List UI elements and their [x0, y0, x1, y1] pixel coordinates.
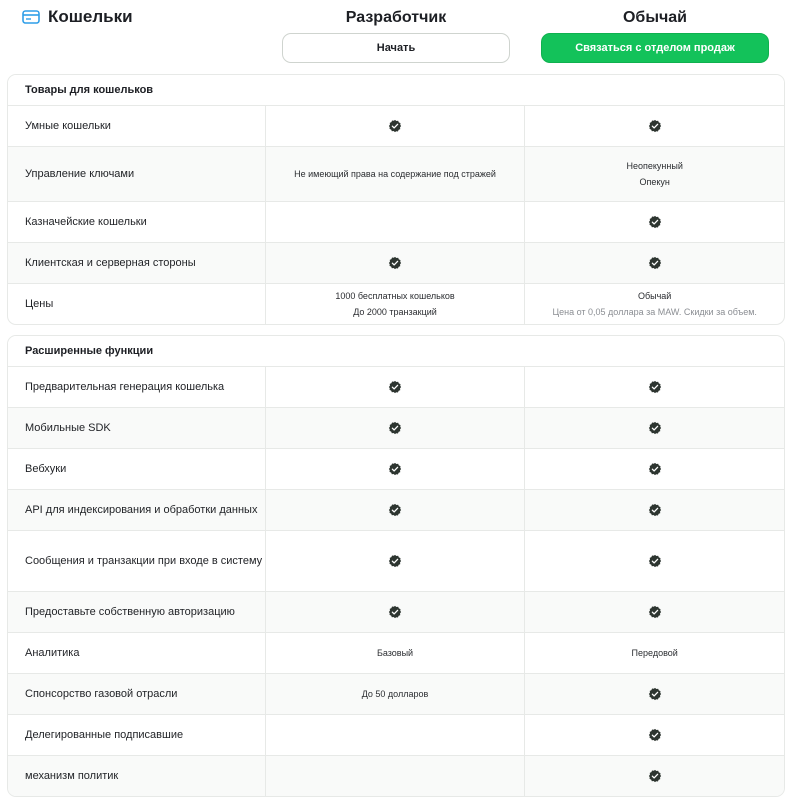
cell-text-line: Опекун — [639, 177, 670, 187]
feature-label-text: Цены — [25, 297, 54, 310]
developer-value-cell — [266, 674, 526, 714]
cell-text-line: Обычай — [637, 291, 672, 301]
custom-value-cell — [525, 592, 784, 632]
feature-label — [8, 756, 266, 796]
developer-value-cell — [266, 243, 526, 283]
feature-label-text: Клиентская и серверная стороны — [25, 256, 196, 269]
developer-value-cell — [266, 449, 526, 489]
developer-value-cell — [266, 147, 526, 201]
cell-text-line: Базовый — [376, 648, 414, 658]
table-row — [8, 449, 784, 490]
section-rows — [8, 106, 784, 324]
developer-value-cell — [266, 592, 526, 632]
plan-developer-name: Разработчик — [345, 9, 447, 26]
feature-label-text: Сообщения и транзакции при входе в систему — [25, 554, 263, 567]
cell-text-line: Цена от 0,05 доллара за MAW. Скидки за объем. — [552, 307, 757, 317]
badge-check-icon — [388, 605, 402, 619]
feature-label — [8, 147, 266, 201]
cell-text-line: Передовой — [631, 648, 678, 658]
plan-custom — [541, 7, 769, 54]
badge-check-icon — [648, 256, 662, 270]
developer-value-cell — [266, 284, 526, 324]
feature-label-text: Мобильные SDK — [25, 421, 111, 434]
badge-check-icon — [648, 119, 662, 133]
custom-value-cell — [525, 531, 784, 591]
feature-label — [8, 674, 266, 714]
feature-label-text: Казначейские кошельки — [25, 215, 147, 228]
custom-value-cell — [525, 633, 784, 673]
developer-value-cell — [266, 367, 526, 407]
badge-check-icon — [648, 728, 662, 742]
cell-text-line: Неопекунный — [626, 161, 683, 171]
feature-label — [8, 243, 266, 283]
feature-label — [8, 715, 266, 755]
feature-label — [8, 592, 266, 632]
table-row — [8, 592, 784, 633]
feature-label-text: Умные кошельки — [25, 119, 111, 132]
table-row — [8, 715, 784, 756]
feature-label — [8, 202, 266, 242]
developer-value-cell — [266, 756, 526, 796]
table-row — [8, 408, 784, 449]
table-row — [8, 490, 784, 531]
custom-value-cell — [525, 490, 784, 530]
badge-check-icon — [388, 462, 402, 476]
custom-value-cell — [525, 284, 784, 324]
table-row — [8, 284, 784, 324]
table-row — [8, 367, 784, 408]
table-row — [8, 147, 784, 202]
section-title: Расширенные функции — [8, 336, 784, 367]
cell-text-line: До 50 долларов — [361, 689, 429, 699]
custom-value-cell — [525, 106, 784, 146]
badge-check-icon — [648, 215, 662, 229]
badge-check-icon — [388, 380, 402, 394]
section-wallet-products — [7, 74, 785, 325]
custom-value-cell — [525, 147, 784, 201]
feature-label-text: Предоставьте собственную авторизацию — [25, 605, 235, 618]
cell-text-line: Не имеющий права на содержание под стражей — [294, 169, 496, 179]
page-title: Кошельки — [48, 7, 133, 26]
badge-check-icon — [648, 462, 662, 476]
section-rows — [8, 367, 784, 796]
table-row — [8, 531, 784, 592]
badge-check-icon — [648, 380, 662, 394]
developer-value-cell — [266, 531, 526, 591]
badge-check-icon — [388, 503, 402, 517]
feature-label-text: Вебхуки — [25, 462, 67, 475]
feature-label — [8, 449, 266, 489]
contact-sales-button[interactable]: Связаться с отделом продаж — [541, 33, 769, 63]
table-row — [8, 106, 784, 147]
wallet-icon — [22, 10, 40, 24]
cell-text-line: 1000 бесплатных кошельков — [335, 291, 455, 301]
developer-value-cell — [266, 202, 526, 242]
brand — [22, 7, 133, 27]
developer-value-cell — [266, 633, 526, 673]
start-button[interactable]: Начать — [282, 33, 510, 63]
table-row — [8, 243, 784, 284]
badge-check-icon — [648, 769, 662, 783]
plan-developer — [282, 7, 510, 54]
badge-check-icon — [388, 421, 402, 435]
badge-check-icon — [388, 256, 402, 270]
custom-value-cell — [525, 756, 784, 796]
developer-value-cell — [266, 408, 526, 448]
feature-label-text: Аналитика — [25, 646, 80, 659]
feature-label — [8, 408, 266, 448]
table-row — [8, 674, 784, 715]
feature-label — [8, 490, 266, 530]
badge-check-icon — [648, 687, 662, 701]
custom-value-cell — [525, 674, 784, 714]
feature-label-text: Делегированные подписавшие — [25, 728, 184, 741]
feature-label-text: Предварительная генерация кошелька — [25, 380, 225, 393]
badge-check-icon — [648, 554, 662, 568]
developer-value-cell — [266, 715, 526, 755]
feature-label-text: Спонсорство газовой отрасли — [25, 687, 178, 700]
feature-label — [8, 284, 266, 324]
feature-label — [8, 531, 266, 591]
feature-label-text: API для индексирования и обработки данных — [25, 503, 258, 516]
badge-check-icon — [388, 119, 402, 133]
feature-label — [8, 106, 266, 146]
developer-value-cell — [266, 106, 526, 146]
feature-label-text: Управление ключами — [25, 167, 135, 180]
table-row — [8, 202, 784, 243]
developer-value-cell — [266, 490, 526, 530]
table-row — [8, 756, 784, 796]
feature-label — [8, 367, 266, 407]
custom-value-cell — [525, 243, 784, 283]
custom-value-cell — [525, 202, 784, 242]
section-title: Товары для кошельков — [8, 75, 784, 106]
feature-label-text: механизм политик — [25, 769, 119, 782]
comparison-header — [0, 0, 788, 74]
custom-value-cell — [525, 367, 784, 407]
custom-value-cell — [525, 449, 784, 489]
feature-label — [8, 633, 266, 673]
badge-check-icon — [388, 554, 402, 568]
badge-check-icon — [648, 605, 662, 619]
cell-text-line: До 2000 транзакций — [353, 307, 437, 317]
custom-value-cell — [525, 408, 784, 448]
table-row — [8, 633, 784, 674]
badge-check-icon — [648, 503, 662, 517]
plan-custom-name: Обычай — [622, 9, 687, 26]
badge-check-icon — [648, 421, 662, 435]
section-advanced-features — [7, 335, 785, 797]
custom-value-cell — [525, 715, 784, 755]
